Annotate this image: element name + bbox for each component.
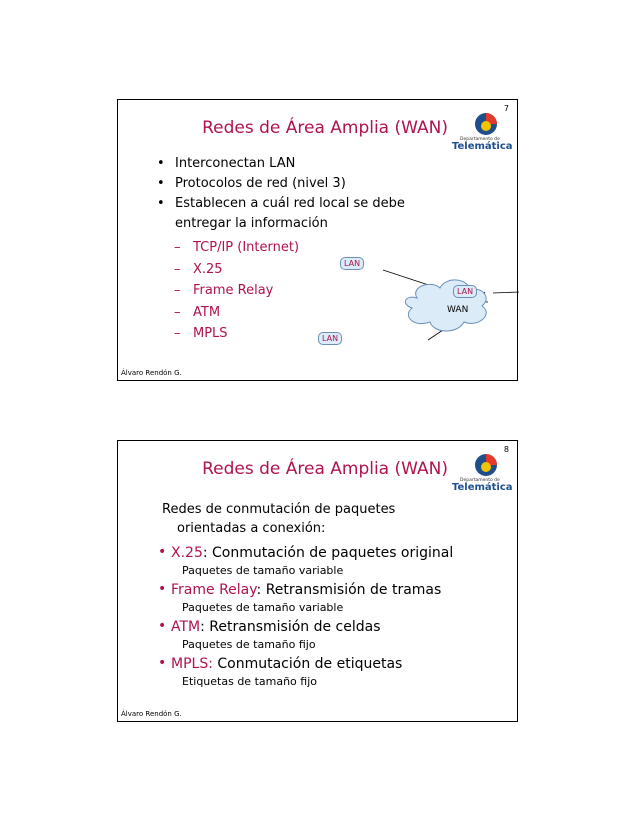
protocol-item: – Frame Relay: [174, 280, 299, 302]
logo-subtitle: Departamento de: [460, 137, 500, 142]
protocol-item: – TCP/IP (Internet): [174, 237, 299, 259]
author: Álvaro Rendón G.: [121, 710, 182, 718]
intro-line: Redes de conmutación de paquetes: [162, 502, 396, 517]
technology-description: Retransmisión de celdas: [209, 619, 381, 635]
technology-item: [156, 581, 506, 615]
separator: :: [256, 582, 266, 598]
author: Álvaro Rendón G.: [121, 369, 182, 377]
protocol-item: – MPLS: [174, 323, 299, 345]
bullet-list: [155, 154, 455, 234]
intro-line: orientadas a conexión:: [177, 521, 326, 536]
technology-detail: Etiquetas de tamaño fijo: [182, 675, 317, 688]
protocol-list: [174, 237, 299, 345]
slide-7: [117, 99, 518, 381]
separator: :: [200, 619, 210, 635]
slide-title: Redes de Área Amplia (WAN): [202, 459, 448, 479]
technology-list: [156, 544, 506, 692]
wan-diagram: [298, 250, 519, 350]
logo-text: Telemática: [452, 141, 513, 152]
technology-name: X.25: [171, 545, 203, 561]
slide-title: Redes de Área Amplia (WAN): [202, 118, 448, 138]
technology-name: MPLS:: [171, 656, 213, 672]
protocol-item: – ATM: [174, 302, 299, 324]
wan-label: WAN: [447, 305, 469, 315]
telematica-logo: [448, 451, 518, 496]
technology-detail: Paquetes de tamaño variable: [182, 601, 344, 614]
technology-item: [156, 544, 506, 578]
telematica-logo-icon: [448, 451, 518, 479]
telematica-logo: [448, 110, 518, 155]
protocol-item: – X.25: [174, 259, 299, 281]
logo-text: Telemática: [452, 482, 513, 493]
technology-description: Retransmisión de tramas: [265, 582, 442, 598]
lan-node: LAN: [318, 332, 342, 345]
logo-subtitle: Departamento de: [460, 478, 500, 483]
technology-description: Conmutación de paquetes original: [212, 545, 454, 561]
separator: :: [202, 545, 213, 561]
technology-item: [156, 618, 506, 652]
lan-node: LAN: [453, 285, 477, 298]
lan-node: LAN: [340, 257, 364, 270]
telematica-logo-icon: [448, 110, 518, 138]
technology-description: Conmutación de etiquetas: [217, 656, 403, 672]
bullet-item: • Establecen a cuál red local se debe entregar la información: [155, 194, 455, 234]
intro-text: [162, 500, 502, 538]
technology-detail: Paquetes de tamaño fijo: [182, 638, 316, 651]
technology-name: Frame Relay: [171, 582, 257, 598]
page-number: 7: [503, 104, 509, 113]
technology-detail: Paquetes de tamaño variable: [182, 564, 344, 577]
technology-item: [156, 655, 506, 689]
technology-name: ATM: [171, 619, 201, 635]
page-number: 8: [503, 445, 509, 454]
slide-8: [117, 440, 518, 722]
bullet-item: • Protocolos de red (nivel 3): [155, 174, 455, 194]
bullet-item: • Interconectan LAN: [155, 154, 455, 174]
